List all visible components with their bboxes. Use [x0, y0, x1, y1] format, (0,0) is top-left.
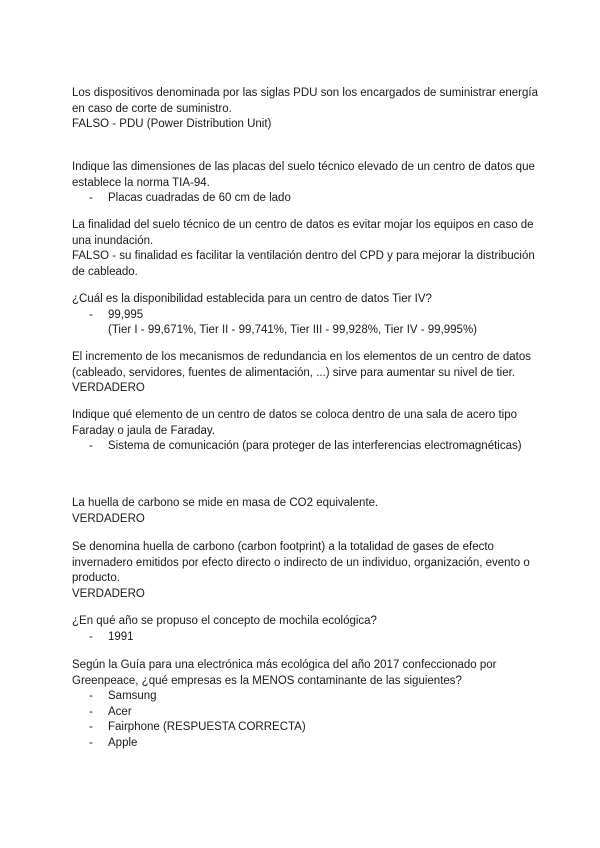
list-item	[72, 689, 542, 705]
question-text: invernadero emitidos por efecto directo o indirecto de un individuo, organización, evento o	[72, 556, 530, 569]
question-redundancia	[72, 350, 542, 397]
question-text: ¿En qué año se propuso el concepto de mochila ecológica?	[72, 615, 377, 627]
list-item-text: 1991	[108, 630, 134, 643]
question-text: Indique las dimensiones de las placas del suelo técnico elevado de un centro de datos que	[72, 161, 535, 173]
list-item-text: Fairphone (RESPUESTA CORRECTA)	[108, 721, 306, 734]
question-text: La huella de carbono se mide en masa de CO2 equivalente.	[72, 497, 379, 509]
question-text: Faraday o jaula de Faraday.	[72, 424, 215, 437]
question-text: ¿Cuál es la disponibilidad establecida para un centro de datos Tier IV?	[72, 293, 432, 305]
question-text: Según la Guía para una electrónica más ecológica del año 2017 confeccionado por	[72, 659, 497, 671]
bullet-dash: -	[89, 721, 93, 734]
answer-text: VERDADERO	[72, 512, 145, 525]
list-item	[72, 439, 542, 455]
bullet-dash: -	[89, 705, 93, 718]
bullet-dash: -	[89, 440, 93, 453]
question-text: Los dispositivos denominada por las siglas PDU son los encargados de suministrar energía	[72, 87, 538, 99]
question-tier-iv	[72, 292, 542, 339]
bullet-dash: -	[89, 192, 93, 205]
question-text: Indique qué elemento de un centro de datos se coloca dentro de una sala de acero tipo	[72, 409, 517, 421]
question-text: La finalidad del suelo técnico de un centro de datos es evitar mojar los equipos en caso de	[72, 219, 534, 231]
question-text: en caso de corte de suministro.	[72, 102, 232, 115]
bullet-dash: -	[89, 736, 93, 749]
answer-text: FALSO - su finalidad es facilitar la ventilación dentro del CPD y para mejorar la distribución	[72, 250, 535, 263]
list-item-text: Placas cuadradas de 60 cm de lado	[108, 192, 291, 205]
question-text: producto.	[72, 572, 120, 585]
question-suelo-finalidad	[72, 218, 542, 280]
list-item	[72, 630, 542, 646]
bullet-dash: -	[89, 308, 93, 321]
question-text: El incremento de los mecanismos de redundancia en los elementos de un centro de datos	[72, 351, 531, 363]
question-text: establece la norma TIA-94.	[72, 176, 210, 189]
list-item	[72, 191, 542, 207]
answer-text: de cableado.	[72, 265, 138, 278]
question-text: (cableado, servidores, fuentes de alimentación, ...) sirve para aumentar su nivel de tier.	[72, 366, 515, 379]
question-huella-co2	[72, 496, 542, 527]
bullet-dash: -	[89, 690, 93, 703]
question-pdu	[72, 86, 542, 133]
answer-text: VERDADERO	[72, 382, 145, 395]
list-item-text: Samsung	[108, 690, 157, 703]
list-item-text: Sistema de comunicación (para proteger de las interferencias electromagnéticas)	[108, 440, 522, 453]
question-faraday	[72, 408, 542, 455]
answer-text: FALSO - PDU (Power Distribution Unit)	[72, 118, 272, 131]
list-item-text: Apple	[108, 736, 138, 749]
question-huella-definicion	[72, 540, 542, 602]
list-item	[72, 705, 542, 721]
answer-text: VERDADERO	[72, 587, 145, 600]
list-item-note: (Tier I - 99,671%, Tier II - 99,741%, Tier III - 99,928%, Tier IV - 99,995%)	[108, 324, 478, 337]
list-item-text: 99,995	[108, 308, 144, 321]
question-text: Se denomina huella de carbono (carbon footprint) a la totalidad de gases de efecto	[72, 541, 494, 553]
list-item	[72, 720, 542, 736]
question-greenpeace	[72, 658, 542, 752]
list-item	[72, 308, 542, 324]
question-text: una inundación.	[72, 234, 154, 247]
question-mochila	[72, 614, 542, 645]
question-text: Greenpeace, ¿qué empresas es la MENOS contaminante de las siguientes?	[72, 674, 462, 687]
bullet-dash: -	[89, 630, 93, 643]
list-item-text: Acer	[108, 705, 132, 718]
question-suelo-dimensiones	[72, 160, 542, 207]
list-item	[72, 736, 542, 752]
